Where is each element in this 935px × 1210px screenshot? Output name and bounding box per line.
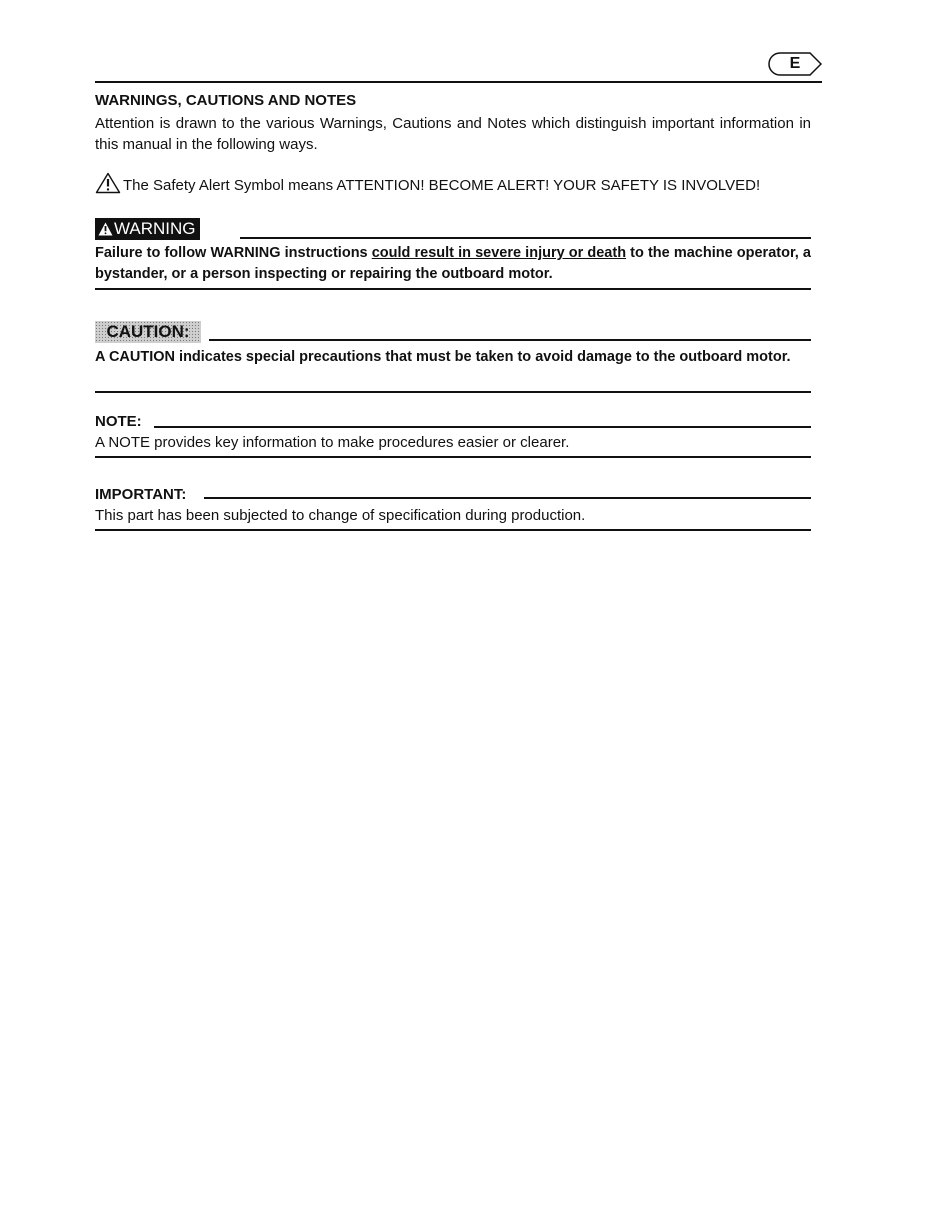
important-bottom-rule (95, 529, 811, 531)
caution-text: A CAUTION indicates special precautions that must be taken to avoid damage to the outboard motor. (95, 349, 791, 365)
safety-alert-text: The Safety Alert Symbol means ATTENTION! BECOME ALERT! YOUR SAFETY IS INVOLVED! (123, 177, 761, 194)
triangle-exclamation-icon (95, 172, 121, 194)
note-text: A NOTE provides key information to make procedures easier or clearer. (95, 434, 570, 451)
language-badge-label: E (789, 55, 801, 72)
note-header-rule (154, 426, 811, 428)
caution-header-rule (209, 339, 811, 341)
caution-badge: CAUTION: (95, 321, 201, 343)
note-label: NOTE: (95, 413, 142, 430)
page-heading: WARNINGS, CAUTIONS AND NOTES (95, 92, 357, 109)
important-label: IMPORTANT: (95, 486, 187, 503)
important-text: This part has been subjected to change of specification during production. (95, 507, 586, 524)
header-rule (95, 81, 822, 83)
note-bottom-rule (95, 456, 811, 458)
language-badge (768, 52, 822, 76)
warning-bottom-rule (95, 288, 811, 290)
warning-emphasis: could result in severe injury or death (371, 245, 627, 261)
important-header-rule (204, 497, 811, 499)
warning-triangle-icon (98, 222, 113, 236)
caution-bottom-rule (95, 391, 811, 393)
intro-paragraph: Attention is drawn to the various Warnings, Cautions and Notes which distinguish important information in this manual in the following ways. (95, 115, 811, 153)
warning-label: WARNING (114, 219, 196, 238)
warning-text: Failure to follow WARNING instructions could result in severe injury or death to the machine operator, a bystander, or a person inspecting or repairing the outboard motor. (95, 245, 811, 282)
safety-alert-line (95, 172, 835, 194)
warning-badge (95, 218, 200, 240)
warning-header-rule (240, 237, 811, 239)
